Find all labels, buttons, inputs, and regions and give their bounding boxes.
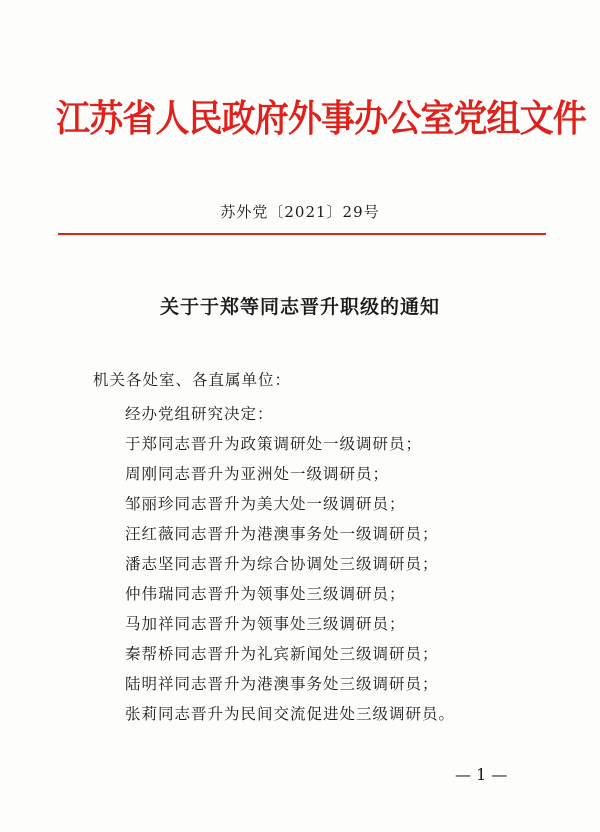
document-number: 苏外党〔2021〕29号 xyxy=(220,203,380,221)
body-line: 邹丽珍同志晋升为美大处一级调研员； xyxy=(125,495,406,513)
body-line: 汪红薇同志晋升为港澳事务处一级调研员； xyxy=(125,525,439,543)
body-line: 潘志坚同志晋升为综合协调处三级调研员； xyxy=(125,555,439,573)
red-divider-line xyxy=(58,233,546,235)
body-text xyxy=(125,399,455,729)
body-line: 于郑同志晋升为政策调研处一级调研员； xyxy=(125,435,423,453)
body-line: 仲伟瑞同志晋升为领事处三级调研员； xyxy=(125,585,406,603)
body-line: 秦帮桥同志晋升为礼宾新闻处三级调研员； xyxy=(125,645,439,663)
document-title: 关于于郑等同志晋升职级的通知 xyxy=(159,296,440,318)
body-line: 周刚同志晋升为亚洲处一级调研员； xyxy=(125,465,390,483)
page-number: — 1 — xyxy=(455,765,508,784)
masthead-title: 江苏省人民政府外事办公室党组文件 xyxy=(56,96,586,140)
body-line: 张莉同志晋升为民间交流促进处三级调研员。 xyxy=(125,705,456,723)
body-line: 陆明祥同志晋升为港澳事务处三级调研员； xyxy=(125,675,439,693)
body-line: 马加祥同志晋升为领事处三级调研员； xyxy=(125,615,406,633)
body-line-intro: 经办党组研究决定： xyxy=(125,405,274,423)
salutation: 机关各处室、各直属单位： xyxy=(93,371,292,389)
